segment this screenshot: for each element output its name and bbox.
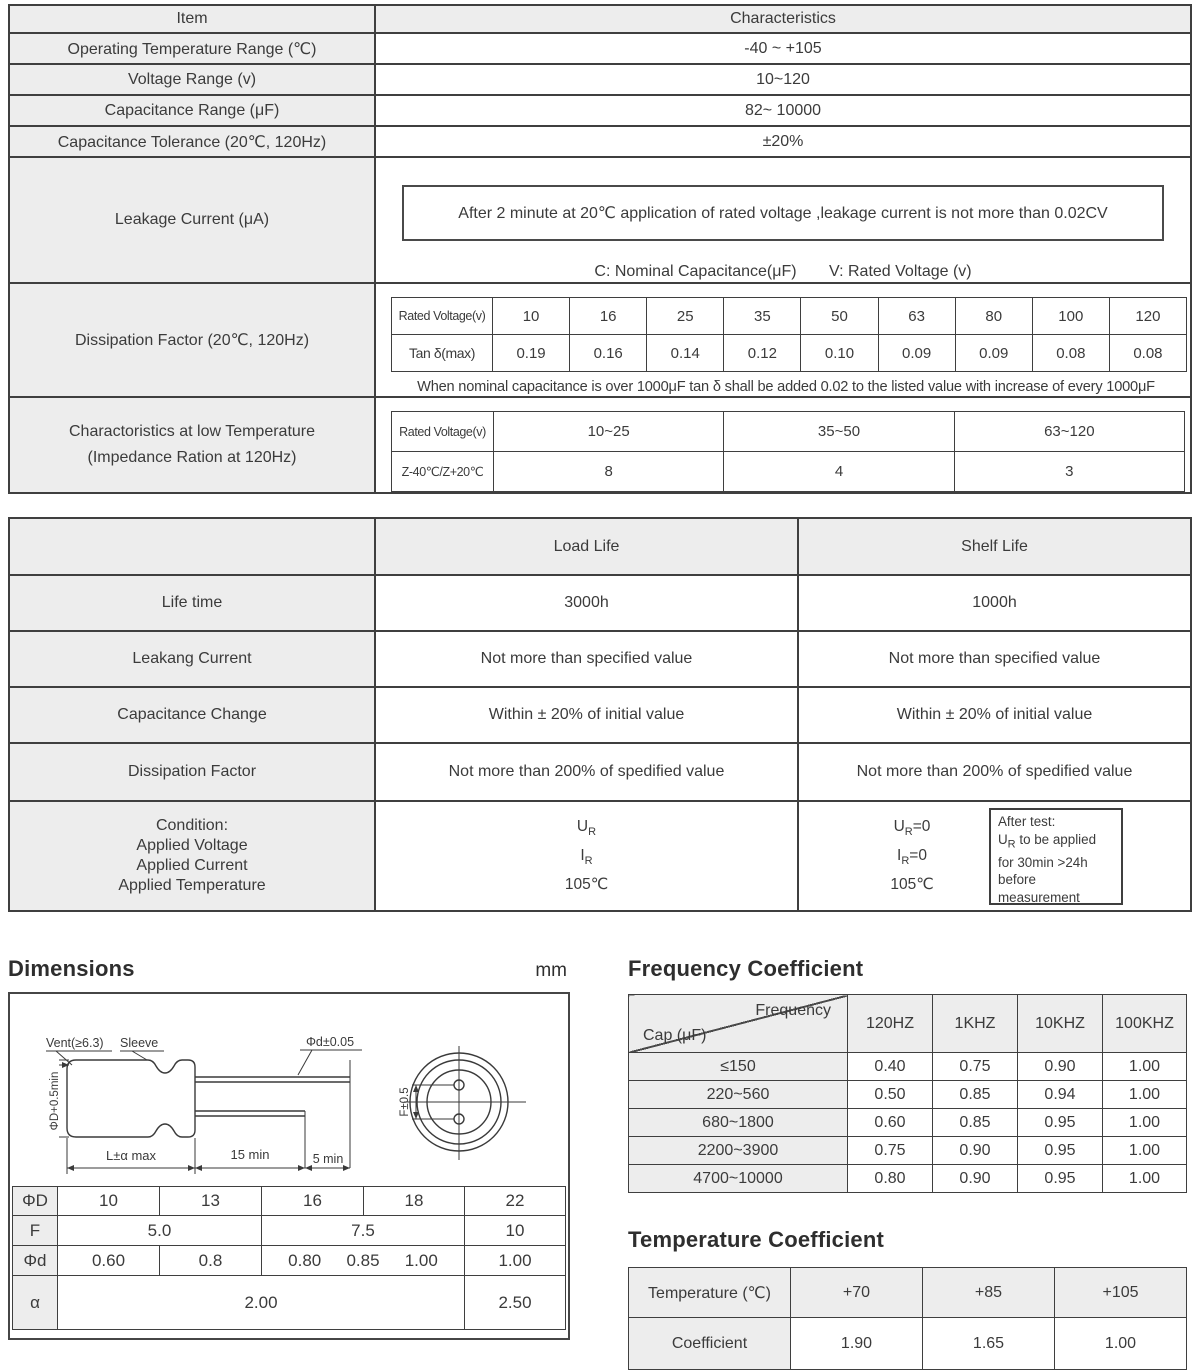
low-temp-label-line2: (Impedance Ration at 120Hz): [87, 449, 297, 466]
dim-label: Φd: [13, 1246, 58, 1276]
coef-cell: 0.95: [1018, 1137, 1103, 1165]
dim-cell: 13: [160, 1187, 262, 1216]
low-temp-impedance-row: [392, 452, 1185, 492]
temperature-header: +70: [791, 1268, 923, 1318]
dimensions-unit: mm: [535, 960, 567, 981]
life-shelf-value: Not more than specified value: [798, 631, 1191, 687]
dim-cell: 2.00: [58, 1276, 465, 1330]
spec-row-dissipation-factor: [9, 283, 1191, 397]
spec-label: Capacitance Tolerance (20℃, 120Hz): [9, 126, 375, 157]
spec-row-operating-temp: [9, 33, 1191, 64]
coef-cell: 0.50: [848, 1081, 933, 1109]
condition-shelf-cell: [798, 801, 1191, 911]
life-load-value: Within ± 20% of initial value: [375, 687, 798, 743]
svg-text:5 min: 5 min: [312, 1152, 344, 1166]
coef-cell: 1.00: [1103, 1109, 1187, 1137]
life-label: Life time: [9, 575, 375, 631]
life-header-shelf: Shelf Life: [798, 518, 1191, 575]
svg-text:ΦD+0.5min: ΦD+0.5min: [49, 1071, 61, 1131]
dissipation-voltage-row: [392, 298, 1187, 335]
condition-load-cell: [375, 801, 798, 911]
dim-cell: 5.0: [58, 1216, 262, 1246]
coef-cell: 0.80: [848, 1165, 933, 1193]
cap-range-label: 680~1800: [629, 1109, 848, 1137]
frequency-column-header: 120HZ: [848, 995, 933, 1053]
voltage-cell: 35: [724, 298, 801, 335]
frequency-table: [628, 994, 1187, 1193]
low-temp-label: [9, 397, 375, 493]
coef-cell: 0.90: [1018, 1053, 1103, 1081]
svg-text:Vent(≥6.3): Vent(≥6.3): [46, 1036, 104, 1050]
coefficient-cell: 1.90: [791, 1318, 923, 1370]
cap-range-label: ≤150: [629, 1053, 848, 1081]
spec-row-capacitance-tolerance: [9, 126, 1191, 157]
tan-cell: 0.09: [878, 335, 955, 372]
temperature-table: [628, 1267, 1187, 1370]
life-load-value: 3000h: [375, 575, 798, 631]
frequency-row: [629, 1165, 1187, 1193]
life-table: [8, 517, 1192, 912]
coef-cell: 0.40: [848, 1053, 933, 1081]
life-header-load: Load Life: [375, 518, 798, 575]
coef-cell: 1.00: [1103, 1081, 1187, 1109]
coef-cell: 0.94: [1018, 1081, 1103, 1109]
voltage-cell: 50: [801, 298, 878, 335]
dissipation-tan-row: [392, 335, 1187, 372]
capacitor-bottom-view: [399, 1046, 526, 1160]
leakage-formula-box: After 2 minute at 20℃ application of rated voltage ,leakage current is not more than 0.02CV: [402, 185, 1164, 241]
coef-cell: 0.85: [933, 1109, 1018, 1137]
leakage-note: [376, 263, 1190, 281]
tan-cell: 0.09: [955, 335, 1032, 372]
dim-cell: 0.8: [160, 1246, 262, 1276]
range-cell: 35~50: [724, 412, 954, 452]
body-diameter-label: [49, 1060, 69, 1137]
spec-table: [8, 4, 1192, 494]
voltage-cell: 100: [1032, 298, 1109, 335]
low-temp-table: [391, 411, 1185, 492]
dim-label: ΦD: [13, 1187, 58, 1216]
dimensions-section: [8, 956, 580, 1370]
coef-cell: 0.95: [1018, 1165, 1103, 1193]
life-shelf-value: 1000h: [798, 575, 1191, 631]
coef-cell: 1.00: [1103, 1053, 1187, 1081]
pitch-label: F±0.5: [399, 1087, 411, 1117]
spec-header-characteristics: Characteristics: [375, 5, 1191, 33]
coef-cell: 0.95: [1018, 1109, 1103, 1137]
spec-row-low-temperature: [9, 397, 1191, 493]
impedance-cell: 8: [494, 452, 724, 492]
svg-text:L±α max: L±α max: [105, 1148, 157, 1163]
leakage-content: [375, 157, 1191, 283]
bottom-section: [8, 956, 1192, 1370]
frequency-coefficient-title: Frequency Coefficient: [628, 956, 864, 981]
after-test-note-box: [989, 808, 1123, 905]
dim-label: α: [13, 1276, 58, 1330]
low-temp-content: [375, 397, 1191, 493]
leakage-note-c: C: Nominal Capacitance(μF): [594, 263, 797, 280]
dim-cell: 16: [262, 1187, 364, 1216]
life-shelf-value: Not more than 200% of spedified value: [798, 743, 1191, 801]
spec-label: Operating Temperature Range (℃): [9, 33, 375, 64]
impedance-cell: 4: [724, 452, 954, 492]
dissipation-table: [391, 297, 1187, 372]
dim-cell: 1.00: [465, 1246, 566, 1276]
condition-label-line: Applied Current: [136, 857, 248, 874]
cap-range-label: 4700~10000: [629, 1165, 848, 1193]
temperature-header-row: [629, 1268, 1187, 1318]
frequency-row: [629, 1053, 1187, 1081]
corner-frequency-label: Frequency: [755, 1002, 831, 1019]
dim-cell-merged: 0.80 0.85 1.00: [262, 1246, 465, 1276]
after-test-line: After test:: [998, 814, 1056, 829]
cap-range-label: 2200~3900: [629, 1137, 848, 1165]
coef-cell: 0.90: [933, 1165, 1018, 1193]
tan-cell: 0.10: [801, 335, 878, 372]
ir-line: $I_R$: [580, 847, 593, 868]
condition-label-line: Applied Temperature: [118, 877, 266, 894]
coef-cell: 0.60: [848, 1109, 933, 1137]
temperature-row-label: Temperature (℃): [629, 1268, 791, 1318]
impedance-cell: 3: [954, 452, 1184, 492]
after-test-line: for 30min >24h: [998, 854, 1088, 870]
voltage-cell: 80: [955, 298, 1032, 335]
dim-row-alpha: [13, 1276, 566, 1330]
voltage-cell: 25: [647, 298, 724, 335]
leakage-note-v: V: Rated Voltage (v): [829, 263, 972, 280]
low-temp-label-line1: Charactoristics at low Temperature: [68, 423, 316, 440]
voltage-cell: 63: [878, 298, 955, 335]
tan-cell: 0.14: [647, 335, 724, 372]
after-test-line: measurement: [998, 889, 1080, 905]
life-row-capacitance-change: [9, 687, 1191, 743]
svg-text:Φd±0.05: Φd±0.05: [305, 1035, 355, 1049]
coefficient-cell: 1.00: [1055, 1318, 1187, 1370]
frequency-row: [629, 1137, 1187, 1165]
temperature-header: +85: [923, 1268, 1055, 1318]
frequency-column-header: 100KHZ: [1103, 995, 1187, 1053]
tan-cell: 0.08: [1032, 335, 1109, 372]
dim-cell: 10: [465, 1216, 566, 1246]
life-row-leakage: [9, 631, 1191, 687]
temperature-coefficient-title: Temperature Coefficient: [628, 1227, 885, 1252]
dimensions-box: [8, 992, 570, 1340]
spec-label: Leakage Current (μA): [9, 157, 375, 283]
coefficients-section: [628, 956, 1188, 1370]
condition-label-line: Applied Voltage: [136, 837, 248, 854]
dim-row-f: [13, 1216, 566, 1246]
life-load-value: Not more than 200% of spedified value: [375, 743, 798, 801]
sleeve-label: [120, 1036, 164, 1060]
coef-cell: 0.85: [933, 1081, 1018, 1109]
dissipation-content: [375, 283, 1191, 397]
dimension-table: [12, 1186, 566, 1330]
dissipation-row1-label: Rated Voltage(v): [392, 298, 493, 335]
temperature-coefficient-row: [629, 1318, 1187, 1370]
low-temp-voltage-row: [392, 412, 1185, 452]
dimensions-title: Dimensions: [8, 956, 135, 981]
spec-value: 10~120: [375, 64, 1191, 95]
dim-cell: 10: [58, 1187, 160, 1216]
temperature-header: +105: [1055, 1268, 1187, 1318]
capacitor-body: [67, 1060, 195, 1137]
spec-header-row: [9, 5, 1191, 33]
spec-value: ±20%: [375, 126, 1191, 157]
frequency-column-header: 1KHZ: [933, 995, 1018, 1053]
condition-label-line: Condition:: [155, 817, 229, 834]
length-dimension: [67, 1138, 195, 1174]
dim-cell: 18: [364, 1187, 465, 1216]
life-row-dissipation: [9, 743, 1191, 801]
life-label: Dissipation Factor: [9, 743, 375, 801]
coef-cell: 0.75: [933, 1053, 1018, 1081]
lead5-dimension: [305, 1152, 350, 1168]
spec-row-leakage-current: [9, 157, 1191, 283]
spec-value: -40 ~ +105: [375, 33, 1191, 64]
coef-cell: 0.90: [933, 1137, 1018, 1165]
life-load-value: Not more than specified value: [375, 631, 798, 687]
condition-shelf-lines: [857, 815, 967, 897]
life-header-empty: [9, 518, 375, 575]
after-test-line: $U_R$ to be applied: [998, 831, 1097, 851]
svg-text:15 min: 15 min: [230, 1147, 270, 1162]
condition-label: [9, 801, 375, 911]
range-cell: 10~25: [494, 412, 724, 452]
lead-diameter-label: [298, 1035, 362, 1075]
corner-cap-label: Cap (μF): [643, 1027, 707, 1044]
range-cell: 63~120: [954, 412, 1184, 452]
frequency-header-row: [629, 995, 1187, 1053]
spec-header-item: Item: [9, 5, 375, 33]
tan-cell: 0.19: [493, 335, 570, 372]
life-label: Leakang Current: [9, 631, 375, 687]
life-header-row: [9, 518, 1191, 575]
temp-line: 105℃: [564, 876, 609, 894]
spec-row-voltage-range: [9, 64, 1191, 95]
voltage-cell: 16: [570, 298, 647, 335]
svg-text:Sleeve: Sleeve: [120, 1036, 159, 1050]
ir-zero-line: $I_R=0$: [897, 847, 927, 868]
cap-range-label: 220~560: [629, 1081, 848, 1109]
coefficient-row-label: Coefficient: [629, 1318, 791, 1370]
coef-cell: 1.00: [1103, 1137, 1187, 1165]
dim-label: F: [13, 1216, 58, 1246]
voltage-cell: 10: [493, 298, 570, 335]
after-test-line: before: [998, 872, 1036, 888]
dim-cell: 22: [465, 1187, 566, 1216]
life-row-lifetime: [9, 575, 1191, 631]
life-label: Capacitance Change: [9, 687, 375, 743]
ur-line: $U_R$: [576, 817, 597, 838]
coef-cell: 1.00: [1103, 1165, 1187, 1193]
dim-row-phid: [13, 1246, 566, 1276]
spec-label: Voltage Range (v): [9, 64, 375, 95]
coef-cell: 0.75: [848, 1137, 933, 1165]
frequency-row: [629, 1109, 1187, 1137]
life-row-condition: [9, 801, 1191, 911]
dimensions-title-row: [8, 956, 573, 982]
spec-row-capacitance-range: [9, 95, 1191, 126]
frequency-corner-cell: [629, 995, 848, 1053]
spec-value: 82~ 10000: [375, 95, 1191, 126]
temp-line: 105℃: [890, 876, 934, 894]
ur-zero-line: $U_R=0$: [893, 817, 931, 838]
dim-row-phiD: [13, 1187, 566, 1216]
dissipation-note: When nominal capacitance is over 1000μF tan δ shall be added 0.02 to the listed value with increase of every 1000μF: [417, 379, 1155, 395]
life-shelf-value: Within ± 20% of initial value: [798, 687, 1191, 743]
dim-cell: 0.60: [58, 1246, 160, 1276]
low-temp-row1-label: Rated Voltage(v): [392, 412, 494, 452]
spec-label: Dissipation Factor (20℃, 120Hz): [9, 283, 375, 397]
voltage-cell: 120: [1109, 298, 1186, 335]
frequency-row: [629, 1081, 1187, 1109]
tan-cell: 0.16: [570, 335, 647, 372]
tan-cell: 0.12: [724, 335, 801, 372]
capacitor-drawing: [12, 998, 566, 1180]
lead15-dimension: [195, 1147, 305, 1168]
dissipation-row2-label: Tan δ(max): [392, 335, 493, 372]
spec-label: Capacitance Range (μF): [9, 95, 375, 126]
frequency-column-header: 10KHZ: [1018, 995, 1103, 1053]
coefficient-cell: 1.65: [923, 1318, 1055, 1370]
dim-cell: 7.5: [262, 1216, 465, 1246]
low-temp-row2-label: Z-40℃/Z+20℃: [392, 452, 494, 492]
tan-cell: 0.08: [1109, 335, 1186, 372]
dim-cell: 2.50: [465, 1276, 566, 1330]
